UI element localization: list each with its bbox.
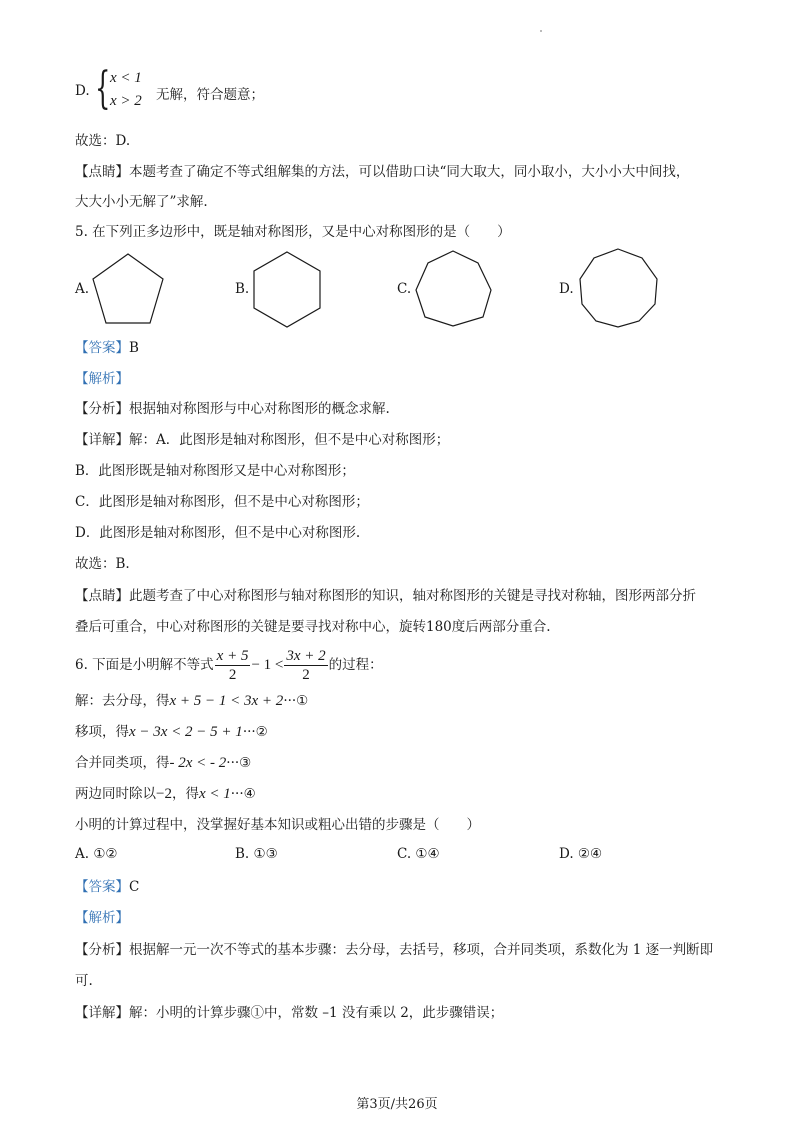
q5-option-b-label: B. — [235, 281, 250, 297]
page-footer: 第3页/共26页 — [356, 1097, 438, 1112]
comment-text: 此题考查了中心对称图形与轴对称图形的知识，轴对称图形的关键是寻找对称轴，图形两部分折 — [129, 588, 696, 604]
comment-tag: 【点睛】 — [75, 164, 129, 180]
q5-detail-line-4: D．此图形是轴对称图形，但不是中心对称图形. — [75, 525, 361, 541]
prev-comment-line-1 — [75, 162, 689, 182]
step-1-math: x + 5 − 1 < 3x + 2 — [169, 693, 284, 709]
q5-comment-line-1 — [75, 586, 696, 606]
q5-detail-line-1 — [75, 430, 449, 450]
comment-text: 本题考查了确定不等式组解集的方法，可以借助口诀“同大取大，同小取小，大小小大中间找， — [129, 164, 690, 180]
fraction-2-denominator: 2 — [302, 667, 310, 683]
answer-tag: 【答案】 — [75, 879, 129, 895]
q5-option-c-label: C. — [397, 281, 412, 297]
hexagon-icon — [252, 250, 326, 332]
q6-option-d: D. ②④ — [559, 846, 603, 862]
q5-detail-line-3: C．此图形是轴对称图形，但不是中心对称图形； — [75, 494, 369, 510]
heptagon-icon — [414, 248, 496, 330]
q5-stem: 5. 在下列正多边形中，既是轴对称图形，又是中心对称图形的是（ ） — [75, 224, 511, 240]
step-4-math: x < 1 — [198, 786, 231, 802]
q6-step-3 — [75, 753, 251, 773]
q6-detail-line-1 — [75, 1003, 503, 1023]
step-3-text: 合并同类项，得 — [75, 755, 170, 771]
system-row-2: x > 2 — [110, 93, 142, 109]
nonagon-icon — [578, 247, 662, 331]
fraction-1-denominator: 2 — [228, 667, 237, 683]
q6-fenxi-line-2: 可. — [75, 973, 93, 989]
q5-answer — [75, 338, 139, 358]
answer-value: C — [129, 879, 140, 895]
comment-tag: 【点睛】 — [75, 588, 129, 604]
step-3-marker: ···③ — [226, 755, 252, 771]
q6-answer — [75, 877, 139, 897]
fraction-2 — [284, 647, 327, 684]
prev-choice: 故选：D. — [75, 133, 131, 149]
fenxi-text: 根据轴对称图形与中心对称图形的概念求解. — [129, 401, 390, 417]
inequality-system-d — [75, 63, 335, 116]
q6-step-4 — [75, 784, 256, 804]
pentagon-icon — [91, 250, 171, 330]
step-3-math: - 2x < - 2 — [169, 755, 227, 771]
detail-tag: 【详解】 — [75, 432, 129, 448]
detail-text: 解：小明的计算步骤①中，常数 –1 没有乘以 2，此步骤错误； — [129, 1005, 504, 1021]
q5-option-d-label: D. — [559, 281, 574, 297]
fraction-1-numerator: x + 5 — [216, 648, 249, 664]
q6-stem-pre: 6. 下面是小明解不等式 — [75, 657, 214, 673]
system-conclusion: 无解，符合题意； — [156, 87, 264, 103]
step-4-divisor: −2 — [156, 786, 172, 802]
fenxi-text: 根据解一元一次不等式的基本步骤：去分母，去括号，移项，合并同类项，系数化为 1 逐一判断即 — [129, 942, 714, 958]
prev-comment-line-2: 大大小小无解了”求解. — [75, 194, 208, 210]
brace-icon: { — [95, 63, 111, 114]
q6-step-1 — [75, 691, 308, 711]
step-1-text: 解：去分母，得 — [75, 693, 170, 709]
step-4-marker: ···④ — [230, 786, 256, 802]
q5-option-a-label: A. — [75, 281, 90, 297]
fraction-1 — [215, 647, 251, 684]
q6-option-a: A. ①② — [75, 846, 118, 862]
step-2-marker: ···② — [242, 724, 268, 740]
q6-analysis-tag: 【解析】 — [75, 910, 129, 926]
answer-tag: 【答案】 — [75, 340, 129, 356]
fenxi-tag: 【分析】 — [75, 942, 129, 958]
fraction-2-numerator: 3x + 2 — [286, 648, 326, 664]
q5-analysis-tag: 【解析】 — [75, 371, 129, 387]
q6-stem-post: 的过程： — [328, 657, 383, 673]
step-2-math: x − 3x < 2 − 5 + 1 — [129, 724, 243, 740]
step-4-mid: ，得 — [171, 786, 199, 802]
q6-stem — [75, 645, 383, 685]
detail-text: 解：A．此图形是轴对称图形，但不是中心对称图形； — [129, 432, 450, 448]
q5-detail-line-2: B．此图形既是轴对称图形又是中心对称图形； — [75, 463, 355, 479]
detail-tag: 【详解】 — [75, 1005, 129, 1021]
step-2-text: 移项，得 — [75, 724, 129, 740]
q6-fenxi-line-1 — [75, 940, 713, 960]
q6-question: 小明的计算过程中，没掌握好基本知识或粗心出错的步骤是（ ） — [75, 817, 480, 833]
q6-option-b: B. ①③ — [235, 846, 278, 862]
fenxi-tag: 【分析】 — [75, 401, 129, 417]
q5-choice: 故选：B. — [75, 556, 130, 572]
system-row-1: x < 1 — [110, 70, 142, 86]
q5-fenxi — [75, 399, 390, 419]
step-1-marker: ···① — [283, 693, 309, 709]
q5-comment-line-2: 叠后可重合，中心对称图形的关键是要寻找对称中心，旋转180度后两部分重合. — [75, 619, 551, 635]
scan-dot — [540, 30, 542, 32]
q6-stem-mid: − 1 < — [251, 657, 284, 673]
answer-value: B — [129, 340, 139, 356]
q6-step-2 — [75, 722, 268, 742]
option-d-label: D. — [75, 83, 90, 99]
step-4-text: 两边同时除以 — [75, 786, 156, 802]
q6-option-c: C. ①④ — [397, 846, 440, 862]
